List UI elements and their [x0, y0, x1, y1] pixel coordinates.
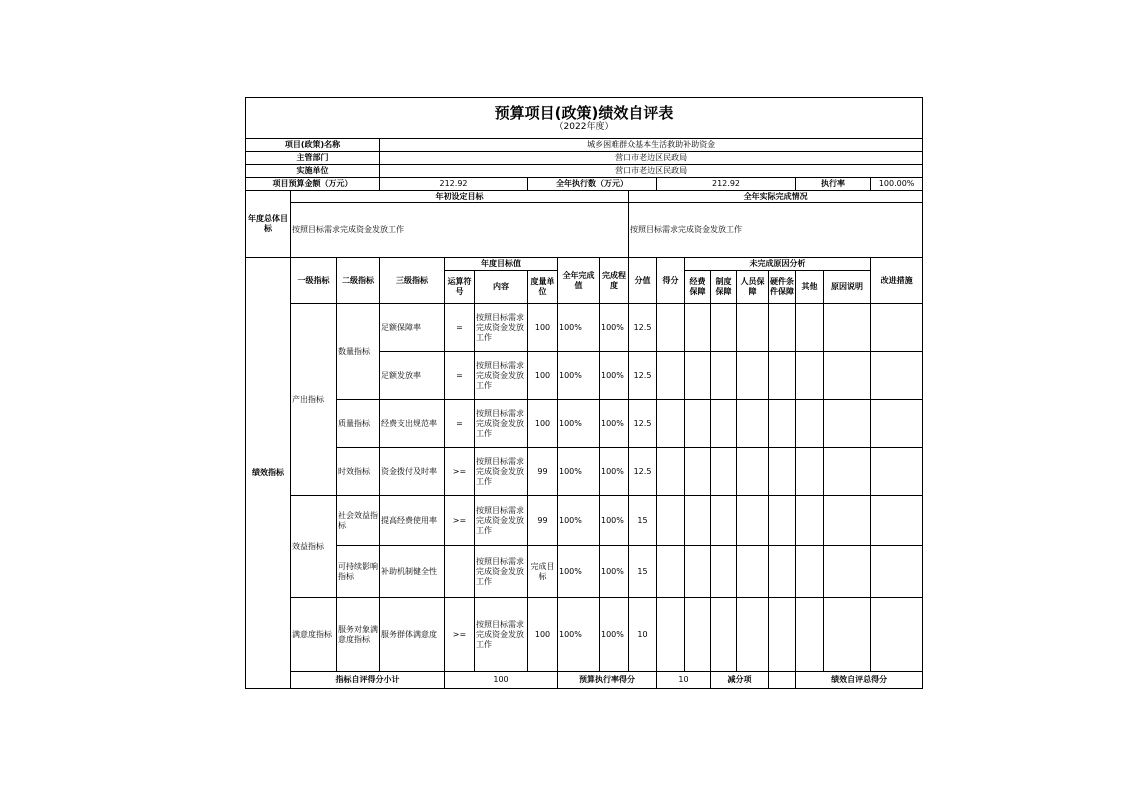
- weight-value: 12.5: [629, 304, 657, 352]
- target-content: 按照目标需求完成资金发放工作: [475, 448, 528, 496]
- measure-unit: 100: [528, 352, 558, 400]
- year-subtitle: （2022年度）: [554, 122, 614, 132]
- exec-value: 212.92: [657, 178, 796, 191]
- reason-cell: [685, 448, 711, 496]
- actual-value: 100%: [558, 448, 600, 496]
- level2-sustainable-impact: 可持续影响指标: [337, 546, 380, 598]
- reason-cell: [824, 598, 871, 672]
- actual-value: 100%: [558, 400, 600, 448]
- impl-label: 实施单位: [246, 165, 380, 178]
- operator: >=: [445, 598, 475, 672]
- set-goal-text: 按照目标需求完成资金发放工作: [291, 203, 629, 258]
- reason-cell: [711, 546, 737, 598]
- improve-cell: [871, 598, 923, 672]
- reason-cell: [769, 352, 796, 400]
- level2-service-satisfaction: 服务对象满意度指标: [337, 598, 380, 672]
- set-goal-header: 年初设定目标: [291, 191, 629, 203]
- target-content: 按照目标需求完成资金发放工作: [475, 546, 528, 598]
- reason-cell: [796, 598, 824, 672]
- level2-social-benefit: 社会效益指标: [337, 496, 380, 546]
- reason-cell: [796, 352, 824, 400]
- header-score: 得分: [657, 258, 685, 304]
- reason-cell: [685, 496, 711, 546]
- actual-value: 100%: [558, 352, 600, 400]
- measure-unit: 100: [528, 598, 558, 672]
- rate-label: 执行率: [796, 178, 871, 191]
- header-level3: 三级指标: [380, 258, 445, 304]
- completion-degree: 100%: [600, 496, 629, 546]
- target-content: 按照目标需求完成资金发放工作: [475, 304, 528, 352]
- perf-indicator-label: 绩效指标: [246, 258, 291, 689]
- header-unit: 度量单位: [528, 271, 558, 304]
- reason-cell: [824, 496, 871, 546]
- reason-cell: [711, 496, 737, 546]
- subtotal-label: 指标自评得分小计: [291, 672, 445, 689]
- header-improve: 改进措施: [871, 258, 923, 304]
- impl-value: 营口市老边区民政局: [380, 165, 923, 178]
- reason-cell: [711, 400, 737, 448]
- dept-label: 主管部门: [246, 152, 380, 165]
- reason-cell: [685, 598, 711, 672]
- level1-satisfaction: 满意度指标: [291, 598, 337, 672]
- header-reason-system: 制度保障: [711, 271, 737, 304]
- target-content: 按照目标需求完成资金发放工作: [475, 352, 528, 400]
- weight-value: 12.5: [629, 448, 657, 496]
- reason-cell: [737, 598, 769, 672]
- reason-cell: [711, 598, 737, 672]
- measure-unit: 100: [528, 304, 558, 352]
- reason-cell: [737, 400, 769, 448]
- header-level1: 一级指标: [291, 258, 337, 304]
- measure-unit: 99: [528, 448, 558, 496]
- completion-degree: 100%: [600, 400, 629, 448]
- reason-cell: [824, 400, 871, 448]
- completion-degree: 100%: [600, 352, 629, 400]
- header-reason-explain: 原因说明: [824, 271, 871, 304]
- total-score-label: 绩效自评总得分: [796, 672, 923, 689]
- actual-value: 100%: [558, 496, 600, 546]
- project-label: 项目(政策)名称: [246, 139, 380, 152]
- operator: >=: [445, 448, 475, 496]
- reason-cell: [711, 448, 737, 496]
- score-cell: [657, 598, 685, 672]
- improve-cell: [871, 352, 923, 400]
- exec-label: 全年执行数（万元）: [528, 178, 657, 191]
- reason-cell: [737, 546, 769, 598]
- completion-degree: 100%: [600, 546, 629, 598]
- reason-cell: [824, 304, 871, 352]
- level3-indicator: 经费支出规范率: [380, 400, 445, 448]
- level1-output: 产出指标: [291, 304, 337, 496]
- weight-value: 10: [629, 598, 657, 672]
- reason-cell: [796, 496, 824, 546]
- reason-cell: [685, 352, 711, 400]
- operator: =: [445, 304, 475, 352]
- completion-degree: 100%: [600, 598, 629, 672]
- header-degree: 完成程度: [600, 258, 629, 304]
- improve-cell: [871, 496, 923, 546]
- weight-value: 15: [629, 496, 657, 546]
- reason-cell: [737, 448, 769, 496]
- reason-cell: [737, 304, 769, 352]
- reason-cell: [711, 352, 737, 400]
- header-content: 内容: [475, 271, 528, 304]
- reason-cell: [711, 304, 737, 352]
- reason-cell: [769, 304, 796, 352]
- reason-cell: [824, 352, 871, 400]
- subtotal-value: 100: [445, 672, 558, 689]
- actual-value: 100%: [558, 598, 600, 672]
- measure-unit: 99: [528, 496, 558, 546]
- level1-benefit: 效益指标: [291, 496, 337, 598]
- header-reason-group: 未完成原因分析: [685, 258, 871, 271]
- score-cell: [657, 304, 685, 352]
- dept-value: 营口市老边区民政局: [380, 152, 923, 165]
- improve-cell: [871, 448, 923, 496]
- actual-value: 100%: [558, 304, 600, 352]
- actual-goal-header: 全年实际完成情况: [629, 191, 923, 203]
- operator: =: [445, 400, 475, 448]
- actual-value: 100%: [558, 546, 600, 598]
- score-cell: [657, 400, 685, 448]
- header-level2: 二级指标: [337, 258, 380, 304]
- reason-cell: [737, 496, 769, 546]
- score-cell: [657, 546, 685, 598]
- operator: =: [445, 352, 475, 400]
- reason-cell: [769, 496, 796, 546]
- header-weight: 分值: [629, 258, 657, 304]
- evaluation-table: [245, 138, 923, 689]
- reason-cell: [796, 448, 824, 496]
- reason-cell: [796, 400, 824, 448]
- reason-cell: [769, 546, 796, 598]
- weight-value: 15: [629, 546, 657, 598]
- page-title: 预算项目(政策)绩效自评表: [494, 104, 674, 122]
- level3-indicator: 足额保障率: [380, 304, 445, 352]
- completion-degree: 100%: [600, 448, 629, 496]
- level2-quality: 质量指标: [337, 400, 380, 448]
- measure-unit: 100: [528, 400, 558, 448]
- improve-cell: [871, 304, 923, 352]
- level3-indicator: 服务群体满意度: [380, 598, 445, 672]
- reason-cell: [685, 304, 711, 352]
- header-reason-staff: 人员保障: [737, 271, 769, 304]
- reason-cell: [769, 400, 796, 448]
- self-evaluation-sheet: [245, 97, 923, 689]
- reason-cell: [824, 546, 871, 598]
- target-content: 按照目标需求完成资金发放工作: [475, 598, 528, 672]
- score-cell: [657, 448, 685, 496]
- reason-cell: [769, 598, 796, 672]
- project-value: 城乡困难群众基本生活救助补助资金: [380, 139, 923, 152]
- budget-value: 212.92: [380, 178, 528, 191]
- rate-value: 100.00%: [871, 178, 923, 191]
- title-block: [245, 97, 923, 138]
- deduction-label: 减分项: [711, 672, 769, 689]
- improve-cell: [871, 400, 923, 448]
- score-cell: [657, 352, 685, 400]
- level2-quantity: 数量指标: [337, 304, 380, 400]
- header-op: 运算符号: [445, 271, 475, 304]
- header-reason-funding: 经费保障: [685, 271, 711, 304]
- level3-indicator: 提高经费使用率: [380, 496, 445, 546]
- measure-unit: 完成目标: [528, 546, 558, 598]
- header-reason-hardware: 硬件条件保障: [769, 271, 796, 304]
- target-content: 按照目标需求完成资金发放工作: [475, 400, 528, 448]
- score-cell: [657, 496, 685, 546]
- completion-degree: 100%: [600, 304, 629, 352]
- actual-goal-text: 按照目标需求完成资金发放工作: [629, 203, 923, 258]
- reason-cell: [685, 400, 711, 448]
- budget-label: 项目预算金额（万元）: [246, 178, 380, 191]
- target-content: 按照目标需求完成资金发放工作: [475, 496, 528, 546]
- header-reason-other: 其他: [796, 271, 824, 304]
- reason-cell: [769, 448, 796, 496]
- weight-value: 12.5: [629, 352, 657, 400]
- header-target-group: 年度目标值: [445, 258, 558, 271]
- weight-value: 12.5: [629, 400, 657, 448]
- budget-rate-score-value: 10: [657, 672, 711, 689]
- operator: [445, 546, 475, 598]
- budget-rate-score-label: 预算执行率得分: [558, 672, 657, 689]
- level3-indicator: 足额发放率: [380, 352, 445, 400]
- header-actual-value: 全年完成值: [558, 258, 600, 304]
- annual-goal-label: 年度总体目标: [246, 191, 291, 258]
- reason-cell: [737, 352, 769, 400]
- operator: >=: [445, 496, 475, 546]
- reason-cell: [796, 546, 824, 598]
- level2-timeliness: 时效指标: [337, 448, 380, 496]
- level3-indicator: 资金拨付及时率: [380, 448, 445, 496]
- level3-indicator: 补助机制健全性: [380, 546, 445, 598]
- improve-cell: [871, 546, 923, 598]
- reason-cell: [796, 304, 824, 352]
- reason-cell: [824, 448, 871, 496]
- reason-cell: [685, 546, 711, 598]
- deduction-value: [769, 672, 796, 689]
